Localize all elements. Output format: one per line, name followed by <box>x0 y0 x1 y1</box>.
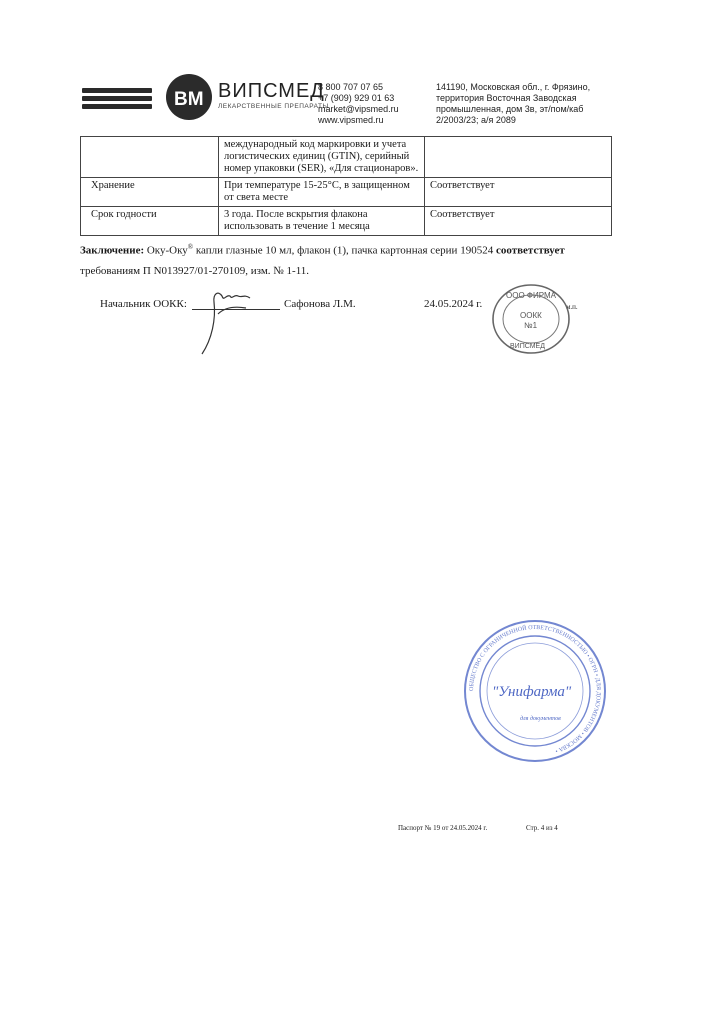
contact-phone-1: 8 800 707 07 65 <box>318 82 384 92</box>
brand-subtitle: ЛЕКАРСТВЕННЫЕ ПРЕПАРАТЫ <box>218 103 329 110</box>
svg-text:ООКК: ООКК <box>520 311 542 320</box>
address-line: территория Восточная Заводская <box>436 93 577 103</box>
contact-email: market@vipsmed.ru <box>318 104 399 114</box>
contact-website: www.vipsmed.ru <box>318 115 384 125</box>
address-line: промышленная, дом 3в, эт/пом/каб <box>436 104 584 114</box>
okk-stamp <box>490 282 572 356</box>
param-cell: Срок годности <box>81 207 219 236</box>
svg-text:№1: №1 <box>524 321 538 330</box>
result-cell: Соответствует <box>425 207 612 236</box>
conclusion <box>80 237 620 281</box>
signature-date: 24.05.2024 г. <box>424 298 483 310</box>
conclusion-verdict: соответствует <box>495 244 565 257</box>
company-logo <box>166 74 212 120</box>
page-number: Стр. 4 из 4 <box>526 824 558 832</box>
svg-text:ОБЩЕСТВО С ОГРАНИЧЕННОЙ ОТВЕТС: ОБЩЕСТВО С ОГРАНИЧЕННОЙ ОТВЕТСТВЕННОСТЬЮ • ОГРН • ДЛЯ ДОКУМЕНТОВ • МОСКВА • <box>468 624 602 754</box>
address-line: 141190, Московская обл., г. Фрязино, <box>436 82 591 92</box>
signer-title: Начальник ООКК: <box>100 298 187 310</box>
result-cell <box>425 137 612 178</box>
brand-name: ВИПСМЕД <box>218 80 325 102</box>
conclusion-text: капли глазные 10 мл, флакон (1), пачка картонная серии 190524 <box>193 244 496 257</box>
reg-mark: ® <box>187 243 194 251</box>
handwritten-signature <box>194 284 264 356</box>
param-cell: Хранение <box>81 178 219 207</box>
logo-bars <box>82 88 152 112</box>
requirement-cell: 3 года. После вскрытия флакона использовать в течение 1 месяца <box>219 207 425 236</box>
table-row <box>81 207 612 236</box>
address-line: 2/2003/23; а/я 2089 <box>436 115 516 125</box>
spec-table <box>80 136 612 236</box>
conclusion-requirements: требованиям П N013927/01-270109, изм. № 1-11. <box>80 264 310 277</box>
contact-phone-2: +7 (909) 929 01 63 <box>318 93 395 103</box>
address <box>436 82 646 126</box>
requirement-cell: При температуре 15-25°С, в защищенном от света месте <box>219 178 425 207</box>
svg-text:ООО ФИРМА: ООО ФИРМА <box>506 291 556 300</box>
stamp-place-label: м.п. <box>566 303 578 311</box>
product-name: Оку-Оку <box>146 244 188 257</box>
param-cell <box>81 137 219 178</box>
unifarma-stamp <box>460 616 610 766</box>
svg-text:ВМ: ВМ <box>174 89 204 110</box>
svg-text:ВИПСМЕД: ВИПСМЕД <box>510 343 545 350</box>
table-row <box>81 178 612 207</box>
contacts <box>318 82 399 126</box>
requirement-cell: международный код маркировки и учета логистических единиц (GTIN), серийный номер упаковки (SER), «Для стационаров». <box>219 137 425 178</box>
table-row <box>81 137 612 178</box>
signer-name: Сафонова Л.М. <box>284 298 356 310</box>
svg-text:для документов: для документов <box>520 716 561 722</box>
svg-text:"Унифарма": "Унифарма" <box>492 684 572 700</box>
passport-reference: Паспорт № 19 от 24.05.2024 г. <box>398 824 488 832</box>
conclusion-label: Заключение: <box>80 244 145 257</box>
result-cell: Соответствует <box>425 178 612 207</box>
